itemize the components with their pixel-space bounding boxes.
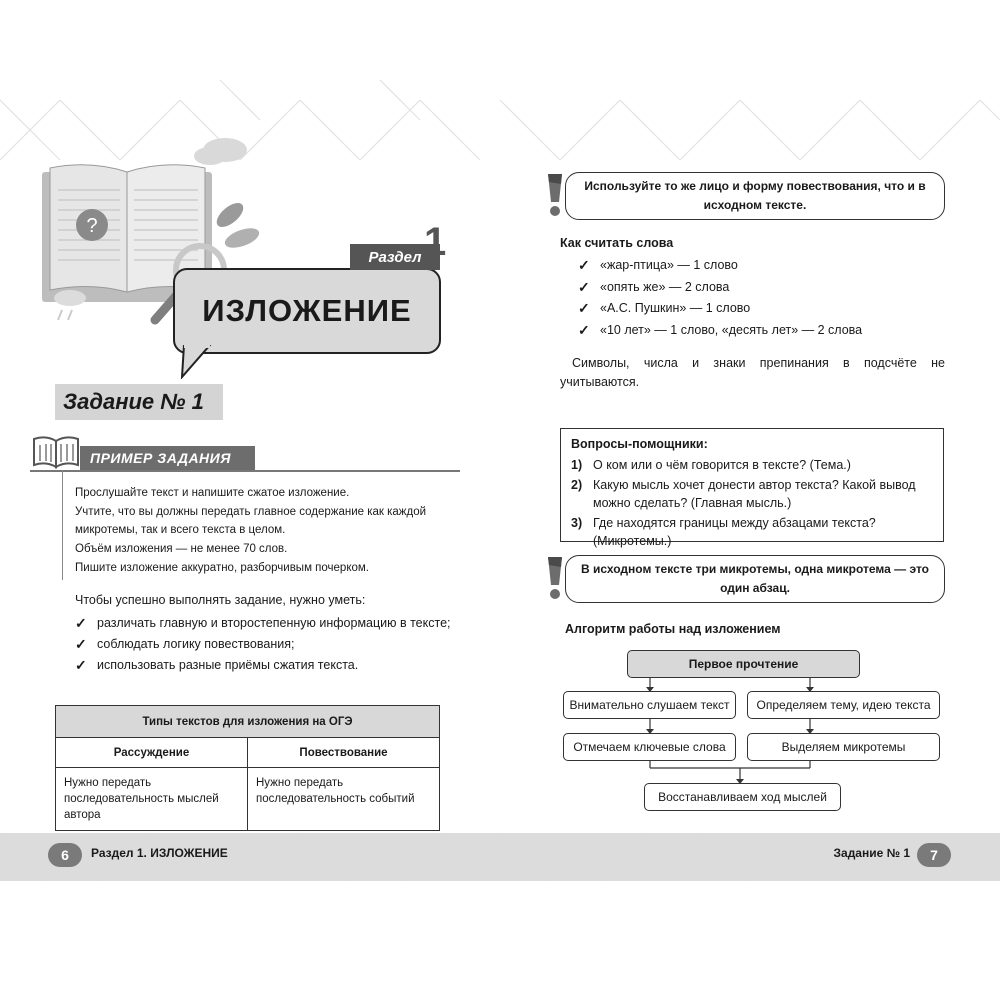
count-list [578, 255, 862, 341]
check-icon: ✓ [75, 636, 87, 652]
example-label: ПРИМЕР ЗАДАНИЯ [80, 446, 255, 470]
text-types-table [55, 705, 440, 831]
example-text [75, 484, 465, 578]
helper-text: Какую мысль хочет донести автор текста? Какой вывод можно сделать? (Главная мысль.) [593, 478, 916, 510]
helper-text: О ком или о чём говорится в тексте? (Тема.) [593, 458, 851, 472]
flow-step-listen: Внимательно слушаем текст [563, 691, 736, 719]
footer-task-title: Задание № 1 [833, 846, 910, 860]
count-item-text: «10 лет» — 1 слово, «десять лет» — 2 слова [600, 322, 863, 337]
table-title: Типы текстов для изложения на ОГЭ [56, 706, 440, 738]
helper-text: Где находятся границы между абзацами текста? (Микротемы.) [593, 516, 876, 548]
example-line: Объём изложения — не менее 70 слов. [75, 543, 288, 555]
skill-text: использовать разные приёмы сжатия текста. [97, 658, 359, 672]
svg-text:?: ? [86, 215, 98, 237]
skills-list [75, 613, 455, 676]
check-icon: ✓ [75, 657, 87, 673]
helpers-list [571, 456, 933, 550]
example-divider [30, 470, 460, 472]
page-number-left: 6 [48, 843, 82, 867]
helper-number: 1) [571, 458, 583, 472]
list-item [75, 634, 455, 655]
count-title: Как считать слова [560, 236, 674, 250]
section-tag: Раздел [350, 244, 440, 270]
footer-section-title: Раздел 1. ИЗЛОЖЕНИЕ [91, 846, 228, 860]
check-icon: ✓ [578, 257, 590, 273]
flow-step-first-reading: Первое прочтение [627, 650, 860, 678]
task-title: Задание № 1 [55, 384, 223, 420]
helpers-box [560, 428, 944, 548]
helpers-title: Вопросы-помощники: [571, 437, 708, 451]
list-item [578, 255, 862, 277]
check-icon: ✓ [578, 300, 590, 316]
check-icon: ✓ [578, 321, 590, 338]
example-line: Пишите изложение аккуратно, разборчивым почерком. [75, 562, 369, 574]
table-cell: Нужно передать последовательность событий [248, 768, 440, 831]
helper-number: 2) [571, 478, 583, 492]
count-item-text: «опять же» — 2 слова [600, 279, 730, 294]
note-box: В исходном тексте три микротемы, одна микротема — это один абзац. [565, 555, 945, 603]
note-box: Используйте то же лицо и форму повествования, что и в исходном тексте. [565, 172, 945, 220]
skill-text: соблюдать логику повествования; [97, 637, 295, 651]
count-item-text: «А.С. Пушкин» — 1 слово [600, 301, 751, 315]
page-number-right: 7 [917, 843, 951, 867]
list-item [75, 613, 455, 634]
flow-step-define-theme: Определяем тему, идею текста [747, 691, 940, 719]
symbols-paragraph: Символы, числа и знаки препинания в подсчёте не учитываются. [560, 356, 945, 389]
list-item [578, 298, 862, 320]
table-column-header: Рассуждение [56, 738, 248, 768]
list-item [578, 320, 862, 342]
list-item [571, 514, 933, 550]
section-number: 1 [424, 220, 447, 264]
example-line: Прослушайте текст и напишите сжатое изложение. [75, 487, 350, 499]
section-title: ИЗЛОЖЕНИЕ [202, 293, 412, 328]
list-item [578, 277, 862, 299]
helper-number: 3) [571, 516, 583, 530]
list-item [571, 456, 933, 474]
algorithm-title: Алгоритм работы над изложением [565, 622, 781, 636]
list-item [571, 476, 933, 512]
check-icon: ✓ [578, 278, 590, 295]
flow-step-keywords: Отмечаем ключевые слова [563, 733, 736, 761]
list-item [75, 655, 455, 676]
check-icon: ✓ [75, 615, 87, 631]
skill-text: различать главную и второстепенную информацию в тексте; [97, 616, 451, 630]
flow-step-restore-thoughts: Восстанавливаем ход мыслей [644, 783, 841, 811]
example-line: Учтите, что вы должны передать главное содержание как каждой микротемы, так и всего текста в целом. [75, 506, 427, 536]
flow-step-microthemes: Выделяем микротемы [747, 733, 940, 761]
skills-intro: Чтобы успешно выполнять задание, нужно уметь: [75, 593, 366, 607]
table-column-header: Повествование [248, 738, 440, 768]
table-cell: Нужно передать последовательность мыслей автора [56, 768, 248, 831]
example-margin-line [62, 470, 63, 580]
count-item-text: «жар-птица» — 1 слово [600, 258, 738, 272]
skills-block [75, 590, 455, 676]
